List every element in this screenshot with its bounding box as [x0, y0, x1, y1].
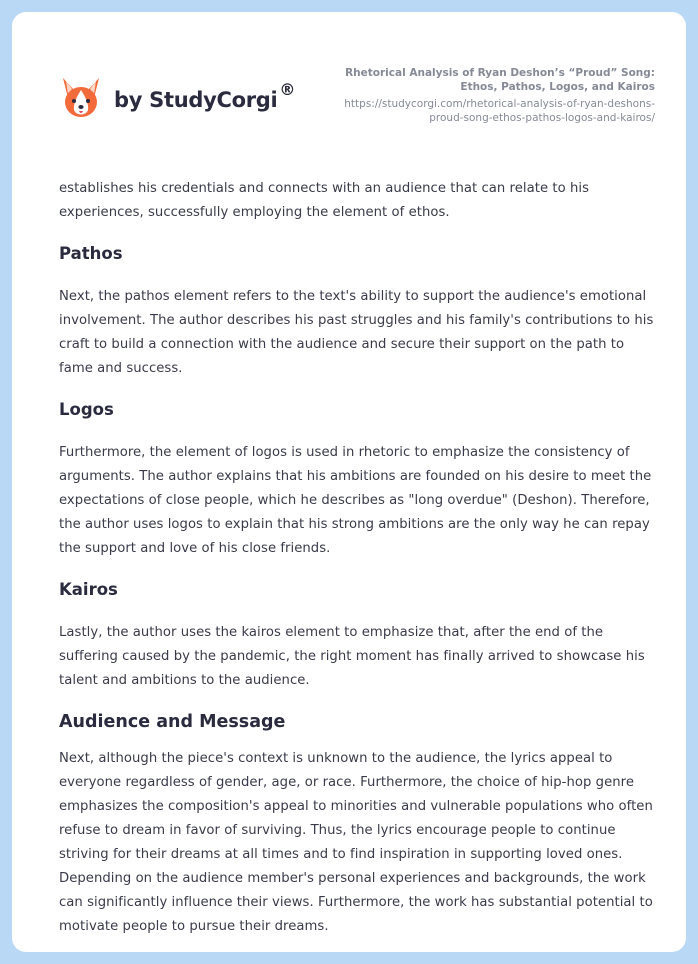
- registered-mark: ®: [279, 79, 296, 99]
- section-heading-kairos: Kairos: [59, 580, 118, 599]
- document-url-link[interactable]: [305, 97, 655, 125]
- section-paragraph-audience-and-message: Next, although the piece's context is unknown to the audience, the lyrics appeal to everyone regardless of gender, age, or race. Furthermore, the choice of hip-hop genre emphasizes the composition's appeal to minorities and vulnerable populations who often refuse to dream in favor of surviving. Thus, the lyrics encourage people to continue striving for their dreams at all times and to find inspiration in supporting loved ones. Depending on the audience member's personal experiences and backgrounds, the work can significantly influence their views. Furthermore, the work has substantial potential to motivate people to pursue their dreams.: [59, 751, 653, 934]
- studycorgi-logo[interactable]: [60, 76, 295, 120]
- section-heading-audience-and-message: Audience and Message: [59, 712, 286, 732]
- corgi-logo-icon: [60, 76, 102, 120]
- document-title: [305, 66, 655, 94]
- intro-paragraph: establishes his credentials and connects with an audience that can relate to his experiences, successfully employing the element of ethos.: [59, 181, 589, 220]
- document-title-line-2: Ethos, Pathos, Logos, and Kairos: [460, 81, 655, 93]
- document-url-line-1: https://studycorgi.com/rhetorical-analysis-of-ryan-deshons-: [344, 98, 655, 110]
- section-heading-logos: Logos: [59, 400, 114, 419]
- document-url-line-2: proud-song-ethos-pathos-logos-and-kairos/: [429, 112, 655, 124]
- article-body: [59, 177, 659, 939]
- page-header: [12, 12, 686, 162]
- section-heading-pathos: Pathos: [59, 244, 123, 263]
- section-paragraph-kairos: Lastly, the author uses the kairos element to emphasize that, after the end of the suffering caused by the pandemic, the right moment has finally arrived to showcase his talent and ambitions to the audience.: [59, 625, 645, 688]
- section-paragraph-pathos: Next, the pathos element refers to the text's ability to support the audience's emotional involvement. The author describes his past struggles and his family's contributions to his craft to build a connection with the audience and secure their support on the path to fame and success.: [59, 289, 654, 376]
- logo-wordmark: by StudyCorgi: [114, 88, 278, 112]
- section-paragraph-logos: Furthermore, the element of logos is used in rhetoric to emphasize the consistency of arguments. The author explains that his ambitions are founded on his desire to meet the expectations of close people, which he describes as "long overdue" (Deshon). Therefore, the author uses logos to explain that his strong ambitions are the only way he can repay the support and love of his close friends.: [59, 445, 652, 556]
- document-meta: [305, 66, 655, 125]
- document-title-line-1: Rhetorical Analysis of Ryan Deshon’s “Proud” Song:: [345, 67, 655, 79]
- document-page: [12, 12, 686, 952]
